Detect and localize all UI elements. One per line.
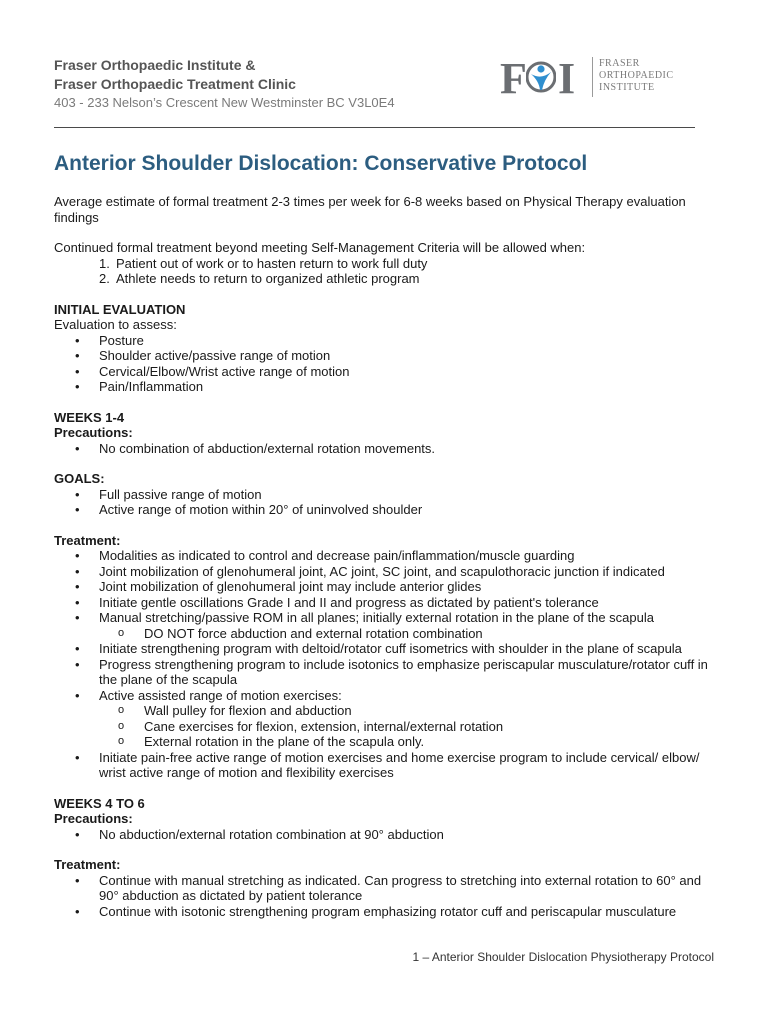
treatment-list-end xyxy=(54,750,724,781)
header-divider xyxy=(54,127,695,128)
evaluation-lead: Evaluation to assess: xyxy=(54,317,177,332)
treatment-list xyxy=(54,873,724,920)
list-item: o Cane exercises for flexion, extension, internal/external rotation xyxy=(118,718,504,734)
list-item: • Continue with manual stretching as indicated. Can progress to stretching into external rotation to 60° and 90° abduction as dictated by patient tolerance xyxy=(75,872,702,903)
logo-letter-f: F xyxy=(500,54,528,103)
list-item: o DO NOT force abduction and external rotation combination xyxy=(118,625,483,641)
precautions-list xyxy=(54,827,724,843)
logo-text-line3: INSTITUTE xyxy=(599,82,655,93)
list-item: • Modalities as indicated to control and decrease pain/inflammation/muscle guarding xyxy=(75,548,575,563)
org-name-line2: Fraser Orthopaedic Treatment Clinic xyxy=(54,76,296,92)
precautions-list xyxy=(54,441,724,457)
document-title: Anterior Shoulder Dislocation: Conservative Protocol xyxy=(54,152,588,175)
org-address: 403 - 233 Nelson’s Crescent New Westminster BC V3L0E4 xyxy=(54,95,395,110)
list-item: 2. Athlete needs to return to organized athletic program xyxy=(99,271,420,286)
foi-logo xyxy=(500,54,674,103)
list-item: • Joint mobilization of glenohumeral joint may include anterior glides xyxy=(75,579,482,594)
treatment-sublist-aarom xyxy=(54,703,724,750)
list-item: • Manual stretching/passive ROM in all planes; initially external rotation in the plane of the scapula xyxy=(75,610,654,625)
intro-paragraph: Average estimate of formal treatment 2-3 times per week for 6-8 weeks based on Physical Therapy evaluation findings xyxy=(54,194,686,225)
criteria-lead: Continued formal treatment beyond meeting Self-Management Criteria will be allowed when: xyxy=(54,240,586,255)
logo-letter-i: I xyxy=(558,54,576,103)
list-item: • No combination of abduction/external rotation movements. xyxy=(75,440,436,456)
evaluation-list xyxy=(54,333,724,395)
logo-text-line1: FRASER xyxy=(599,58,640,69)
list-item: • Posture xyxy=(75,332,144,348)
logo-text-line2: ORTHOPAEDIC xyxy=(599,70,674,81)
list-item: • Initiate strengthening program with deltoid/rotator cuff isometrics with shoulder in the plane of scapula xyxy=(75,641,682,656)
treatment-sublist-stretching xyxy=(54,626,724,642)
list-item: • Continue with isotonic strengthening program emphasizing rotator cuff and periscapular musculature xyxy=(75,903,677,919)
list-item: • Shoulder active/passive range of motion xyxy=(75,348,331,363)
precautions-label: Precautions: xyxy=(54,425,133,440)
precautions-label: Precautions: xyxy=(54,811,133,826)
list-item: • Pain/Inflammation xyxy=(75,379,204,394)
goals-label: GOALS: xyxy=(54,471,105,486)
logo-divider xyxy=(592,57,593,97)
treatment-label: Treatment: xyxy=(54,857,121,872)
list-item: • Progress strengthening program to include isotonics to emphasize periscapular musculature/rotator cuff in the plane of the scapula xyxy=(75,656,708,687)
list-item: • Cervical/Elbow/Wrist active range of motion xyxy=(75,363,350,379)
organization-block xyxy=(54,56,395,112)
list-item: • Initiate pain-free active range of motion exercises and home exercise program to include cervical/ elbow/ wrist active range of motion and flexibility exercises xyxy=(75,749,700,780)
treatment-list xyxy=(54,548,724,626)
section-heading-initial: INITIAL EVALUATION xyxy=(54,301,186,317)
list-item: 1. Patient out of work or to hasten return to work full duty xyxy=(99,255,428,271)
list-item: • No abduction/external rotation combination at 90° abduction xyxy=(75,826,444,842)
page-footer: 1 – Anterior Shoulder Dislocation Physiotherapy Protocol xyxy=(412,950,714,964)
list-item: o External rotation in the plane of the scapula only. xyxy=(118,734,425,749)
logo-text xyxy=(599,58,674,94)
list-item: • Active assisted range of motion exercises: xyxy=(75,687,342,703)
document-body xyxy=(54,194,724,919)
org-name-line1: Fraser Orthopaedic Institute & xyxy=(54,57,256,73)
list-item: • Initiate gentle oscillations Grade I and II and progress as dictated by patient's tolerance xyxy=(75,594,599,610)
list-item: • Joint mobilization of glenohumeral joint, AC joint, SC joint, and scapulothoracic junction if indicated xyxy=(75,563,665,579)
section-heading-weeks-4-6: WEEKS 4 TO 6 xyxy=(54,795,145,811)
goals-list xyxy=(54,487,724,518)
logo-person-icon xyxy=(526,60,556,94)
section-heading-weeks-1-4: WEEKS 1-4 xyxy=(54,409,125,425)
list-item: o Wall pulley for flexion and abduction xyxy=(118,703,352,718)
list-item: • Full passive range of motion xyxy=(75,486,262,502)
list-item: • Active range of motion within 20° of uninvolved shoulder xyxy=(75,502,423,517)
criteria-list xyxy=(54,256,724,287)
treatment-list-cont xyxy=(54,641,724,703)
treatment-label: Treatment: xyxy=(54,532,121,548)
